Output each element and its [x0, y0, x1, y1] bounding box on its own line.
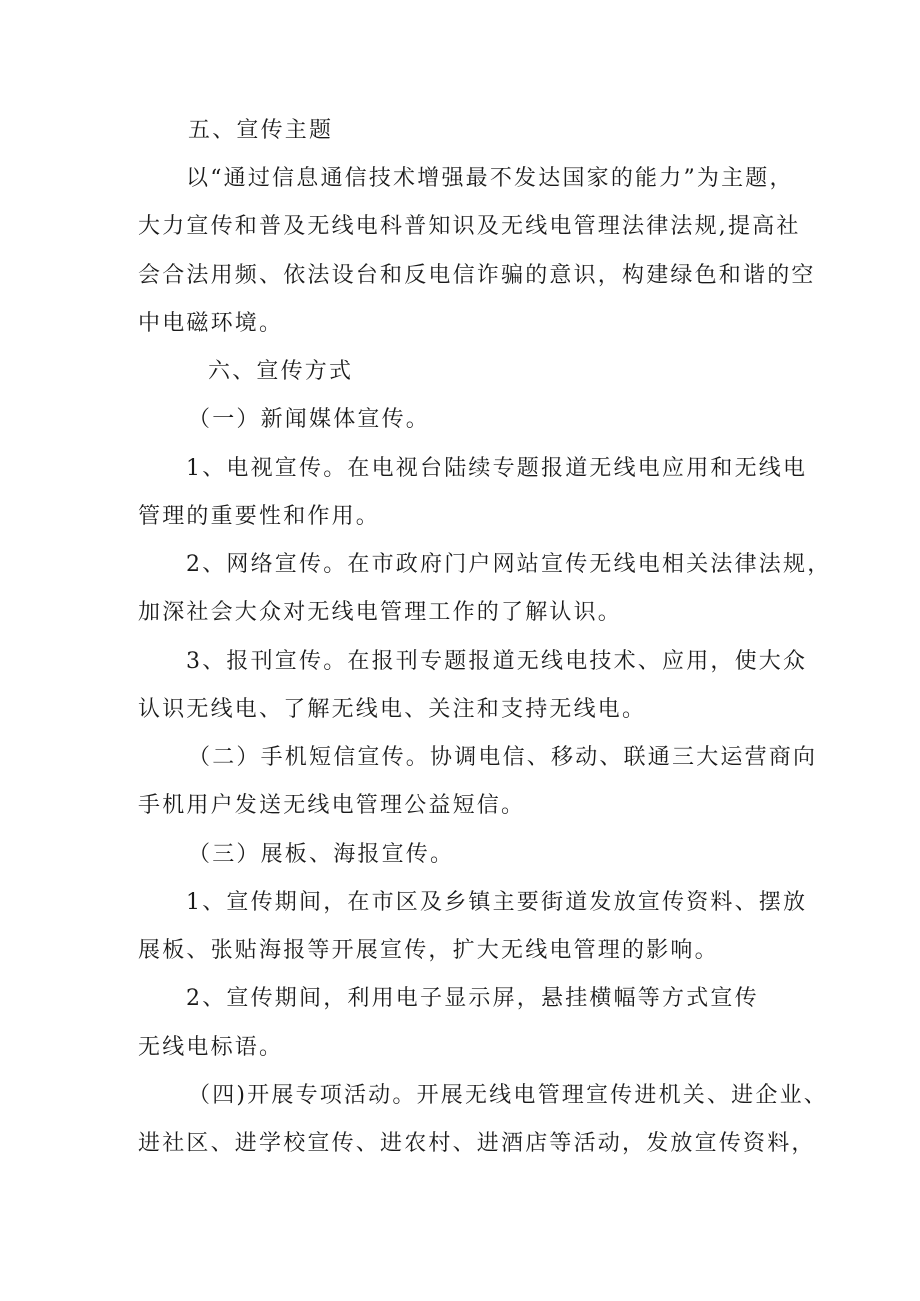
paragraph-line: （二）手机短信宣传。协调电信、移动、联通三大运营商向 [188, 745, 818, 770]
paragraph-line: 无线电标语。 [138, 1035, 284, 1060]
heading-section-5: 五、宣传主题 [188, 118, 334, 143]
subheading-line: （一）新闻媒体宣传。 [188, 407, 431, 432]
paragraph-line: 以“通过信息通信技术增强最不发达国家的能力”为主题， [186, 166, 794, 191]
paragraph-line: 中电磁环境。 [138, 311, 284, 336]
paragraph-line: 3、报刊宣传。在报刊专题报道无线电技术、应用，使大众 [186, 649, 808, 674]
paragraph-line: 加深社会大众对无线电管理工作的了解认识。 [138, 600, 623, 625]
paragraph-line: 管理的重要性和作用。 [138, 504, 381, 529]
paragraph-line: 进社区、进学校宣传、进农村、进酒店等活动，发放宣传资料， [138, 1131, 816, 1156]
paragraph-line: 展板、张贴海报等开展宣传，扩大无线电管理的影响。 [138, 938, 719, 963]
paragraph-line: 1、电视宣传。在电视台陆续专题报道无线电应用和无线电 [186, 456, 808, 481]
paragraph-line: 2、网络宣传。在市政府门户网站宣传无线电相关法律法规， [186, 552, 832, 577]
paragraph-line: 认识无线电、了解无线电、关注和支持无线电。 [138, 697, 647, 722]
paragraph-line: 1、宣传期间，在市区及乡镇主要街道发放宣传资料、摆放 [186, 890, 808, 915]
paragraph-line: 手机用户发送无线电管理公益短信。 [138, 793, 526, 818]
subheading-line: （三）展板、海报宣传。 [188, 842, 455, 867]
paragraph-line: 大力宣传和普及无线电科普知识及无线电管理法律法规,提高社 [138, 214, 801, 239]
paragraph-line: 2、宣传期间，利用电子显示屏，悬挂横幅等方式宣传 [186, 986, 759, 1011]
paragraph-line: （四)开展专项活动。开展无线电管理宣传进机关、进企业、 [188, 1083, 828, 1108]
paragraph-line: 会合法用频、依法设台和反电信诈骗的意识，构建绿色和谐的空 [138, 263, 816, 288]
heading-section-6: 六、宣传方式 [208, 359, 354, 384]
